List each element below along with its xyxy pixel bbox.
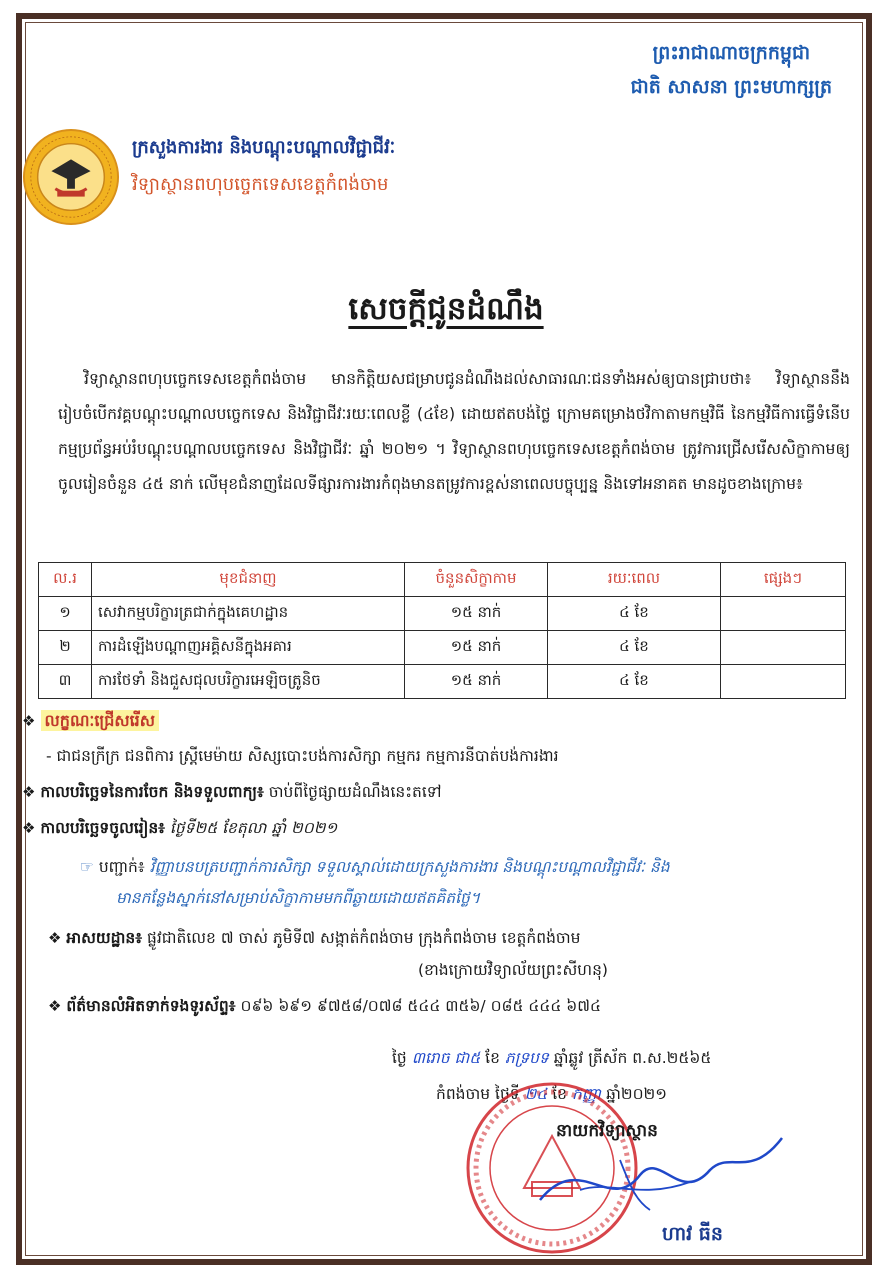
kingdom-line-2: ជាតិ សាសនា ព្រះមហាក្សត្រ [630,76,832,98]
kingdom-motto [631,36,832,104]
note-label: បញ្ជាក់៖ [98,858,145,876]
cell-other [721,665,846,699]
diamond-bullet-icon: ❖ [22,783,36,801]
application-line [22,782,442,805]
contact-text: ០៩៦ ៦៩១ ៩៧៥៨/០៧៨ ៥៤៤ ៣៥៦/ ០៨៥ ៤៤៤ ៦៧៤ [240,997,601,1015]
contact-label: ព័ត៌មានលំអិតទាក់ទងទូរស័ព្ទ៖ [66,997,236,1015]
address-line-2 [418,960,608,983]
note-line-2 [116,883,480,914]
institute-logo [22,128,120,226]
start-date-text: ថ្ងៃទី២៥ ខែតុលា ឆ្នាំ ២០២១ [169,819,338,837]
kingdom-line-1: ព្រះរាជាណាចក្រកម្ពុជា [652,42,811,64]
lunar-month-handwritten: ភទ្របទ [504,1049,549,1067]
contact-line [48,996,601,1019]
director-title: នាយកវិទ្យាស្ថាន [556,1121,658,1141]
table-row [39,597,846,631]
cell-no: ២ [39,631,92,665]
courses-table [38,562,846,699]
year-text: ឆ្នាំ២០២១ [606,1085,668,1103]
application-text: ចាប់ពីថ្ងៃផ្សាយដំណឹងនេះតទៅ [268,783,442,801]
start-date-line [22,818,337,841]
intro-text: វិទ្យាស្ថានពហុបច្ចេកទេសខេត្តកំពង់ចាម មានកិត្តិយសជម្រាបជូនដំណឹងដល់សាធារណៈជនទាំងអស់ឲ្យបានជ្រាបថា៖ វិទ្យាស្ថាននឹងរៀបចំបើកវគ្គបណ្តុះបណ្តាលបច្ចេកទេស និងវិជ្ជាជីវៈរយៈពេលខ្លី (៤ខែ) ដោយឥតបង់ថ្លៃ ក្រោមគម្រោងថវិកាតាមកម្មវិធី នៃកម្មវិធីការធ្វើទំនើបកម្មប្រព័ន្ធអប់រំបណ្តុះបណ្តាលបច្ចេកទេស និងវិជ្ជាជីវៈ ឆ្នាំ ២០២១ ។ វិទ្យាស្ថានពហុបច្ចេកទេសខេត្តកំពង់ចាម ត្រូវការជ្រើសរើសសិក្ខាកាមឲ្យចូលរៀនចំនួន ៤៥ នាក់ លើមុខជំនាញដែលទីផ្សារការងារកំពុងមានតម្រូវការខ្ពស់នាពេលបច្ចុប្បន្ន និងទៅអនាគត មានដូចខាងក្រោម៖ [58,370,850,493]
table-header-row [39,563,846,597]
cell-skill: ការថែទាំ និងជួសជុលបរិក្ខារអេឡិចត្រូនិច [92,665,405,699]
note-line-1 [80,852,670,883]
note-text-1: វិញ្ញាបនបត្របញ្ជាក់ការសិក្សា ទទួលស្គាល់ដោយក្រសួងការងារ និងបណ្តុះបណ្តាលវិជ្ជាជីវៈ និង [149,858,670,876]
cell-no: ៣ [39,665,92,699]
col-header-duration: រយៈពេល [548,563,721,597]
day-handwritten: ២៤ [524,1085,548,1103]
pointing-hand-icon: ☞ [80,858,94,876]
col-header-trainees: ចំនួនសិក្ខាកាម [405,563,548,597]
note-text-2: មានកន្លែងស្នាក់នៅសម្រាប់សិក្ខាកាមមកពីឆ្ងាយដោយឥតគិតថ្លៃ។ [116,889,481,907]
diamond-bullet-icon: ❖ [48,997,62,1015]
application-label: កាលបរិច្ឆេទនៃការចែក និងទទួលពាក្យ៖ [40,783,264,801]
col-header-skill: មុខជំនាញ [92,563,405,597]
col-header-no: ល.រ [39,563,92,597]
criteria-line [46,746,559,769]
cell-skill: ការដំឡើងបណ្តាញអគ្គិសនីក្នុងអគារ [92,631,405,665]
diamond-bullet-icon: ❖ [48,929,62,947]
address-text-2: (ខាងក្រោយវិទ្យាល័យព្រះសីហនុ) [418,961,608,979]
month-prefix: ខែ [552,1085,567,1103]
month-handwritten: កញ្ញា [571,1085,602,1103]
lunar-day-prefix: ថ្ងៃ [392,1049,407,1067]
table-row [39,665,846,699]
director-signature [520,1130,790,1220]
cell-other [721,597,846,631]
lunar-time-handwritten: ជា៥ [454,1049,481,1067]
table-row [39,631,846,665]
start-date-label: កាលបរិច្ឆេទចូលរៀន៖ [40,819,165,837]
lunar-year: ឆ្នាំឆ្លូវ ត្រីស័ក ព.ស.២៥៦៥ [553,1049,712,1067]
lunar-date-line [392,1048,711,1071]
notice-title: សេចក្តីជូនដំណឹង [348,291,544,327]
cell-duration: ៤ ខែ [548,597,721,631]
ministry-name: ក្រសួងការងារ និងបណ្តុះបណ្តាលវិជ្ជាជីវៈ [132,137,396,158]
diamond-bullet-icon: ❖ [22,712,36,730]
col-header-other: ផ្សេងៗ [721,563,846,597]
cell-trainees: ១៥ នាក់ [405,665,548,699]
cell-duration: ៤ ខែ [548,665,721,699]
cell-skill: សេវាកម្មបរិក្ខារត្រជាក់ក្នុងគេហដ្ឋាន [92,597,405,631]
director-name: ហាវ ធីន [662,1223,723,1245]
dash-icon: - [46,747,52,765]
criteria-label: លក្ខណៈជ្រើសរើស [41,710,159,731]
cell-trainees: ១៥ នាក់ [405,631,548,665]
cell-no: ១ [39,597,92,631]
lunar-day-handwritten: ៣រោច [411,1049,450,1067]
address-line [48,928,581,951]
cell-other [721,631,846,665]
cell-duration: ៤ ខែ [548,631,721,665]
place-date-prefix: កំពង់ចាម ថ្ងៃទី [436,1085,520,1103]
lunar-month-prefix: ខែ [485,1049,500,1067]
address-text-1: ផ្លូវជាតិលេខ ៧ ចាស់ ភូមិទី៧ សង្កាត់កំពង់ចាម ក្រុងកំពង់ចាម ខេត្តកំពង់ចាម [147,929,581,947]
institute-name: វិទ្យាស្ថានពហុបច្ចេកទេសខេត្តកំពង់ចាម [132,174,389,195]
criteria-heading [22,710,159,734]
cell-trainees: ១៥ នាក់ [405,597,548,631]
intro-paragraph [58,362,850,502]
address-label: អាសយដ្ឋាន៖ [66,929,143,947]
diamond-bullet-icon: ❖ [22,819,36,837]
criteria-text: ជាជនក្រីក្រ ជនពិការ ស្ត្រីមេម៉ាយ សិស្សបោះបង់ការសិក្សា កម្មករ កម្មការនីបាត់បង់ការងារ [56,747,559,765]
